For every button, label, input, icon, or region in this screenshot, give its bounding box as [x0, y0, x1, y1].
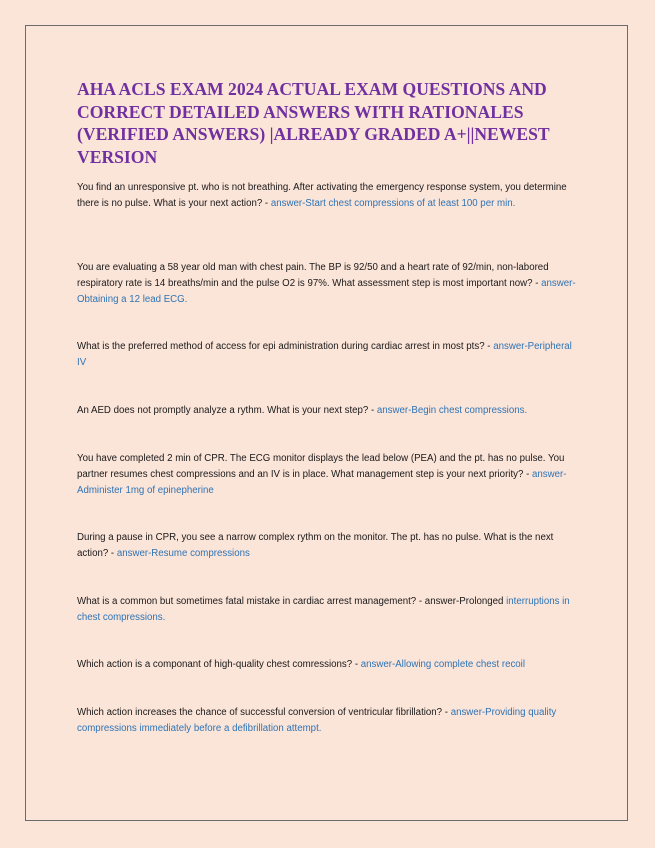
qa-item [77, 260, 582, 308]
question-text: What is the preferred method of access for epi administration during cardiac arrest in most pts? - [77, 341, 491, 352]
qa-item [77, 657, 582, 673]
answer-text: answer-Start chest compressions of at least 100 per min. [268, 198, 516, 209]
question-text: You find an unresponsive pt. who is not breathing. After activating the emergency response system, you determine there is no pulse. What is your next action? - [77, 182, 567, 209]
answer-text: answer-Peripheral IV [77, 341, 572, 368]
answer-text: answer-Administer 1mg of epinepherine [77, 469, 567, 496]
qa-item [77, 705, 582, 737]
answer-text: answer-Providing quality compressions immediately before a defibrillation attempt. [77, 707, 557, 734]
qa-item [77, 403, 582, 419]
answer-text: answer-Resume compressions [114, 548, 250, 559]
qa-item [77, 594, 582, 626]
question-text: What is a common but sometimes fatal mistake in cardiac arrest management? - answer-Prolonged [77, 596, 504, 607]
question-text: You are evaluating a 58 year old man with chest pain. The BP is 92/50 and a heart rate of 92/min, non-labored respiratory rate is 14 breaths/min and the pulse O2 is 97%. What assessment step is most important now? - [77, 262, 549, 289]
qa-item [77, 180, 582, 212]
qa-item [77, 451, 582, 499]
question-text: During a pause in CPR, you see a narrow complex rythm on the monitor. The pt. has no pulse. What is the next action? - [77, 532, 554, 559]
answer-text: answer-Begin chest compressions. [374, 405, 528, 416]
question-text: Which action is a componant of high-quality chest comressions? - [77, 659, 359, 670]
question-text: An AED does not promptly analyze a rythm. What is your next step? - [77, 405, 375, 416]
qa-item [77, 530, 582, 562]
answer-text: answer-Allowing complete chest recoil [358, 659, 525, 670]
answer-text: interruptions in chest compressions. [77, 596, 570, 623]
qa-item [77, 339, 582, 371]
question-text: You have completed 2 min of CPR. The ECG monitor displays the lead below (PEA) and the pt. has no pulse. You partner resumes chest compressions and an IV is in place. What management step is your next priority? - [77, 453, 565, 480]
document-title: AHA ACLS EXAM 2024 ACTUAL EXAM QUESTIONS AND CORRECT DETAILED ANSWERS WITH RATIONALES (VERIFIED ANSWERS) |ALREADY GRADED A+||NEWEST VERSION [77, 79, 550, 167]
question-text: Which action increases the chance of successful conversion of ventricular fibrillation? - [77, 707, 448, 718]
answer-text: answer-Obtaining a 12 lead ECG. [77, 278, 576, 305]
